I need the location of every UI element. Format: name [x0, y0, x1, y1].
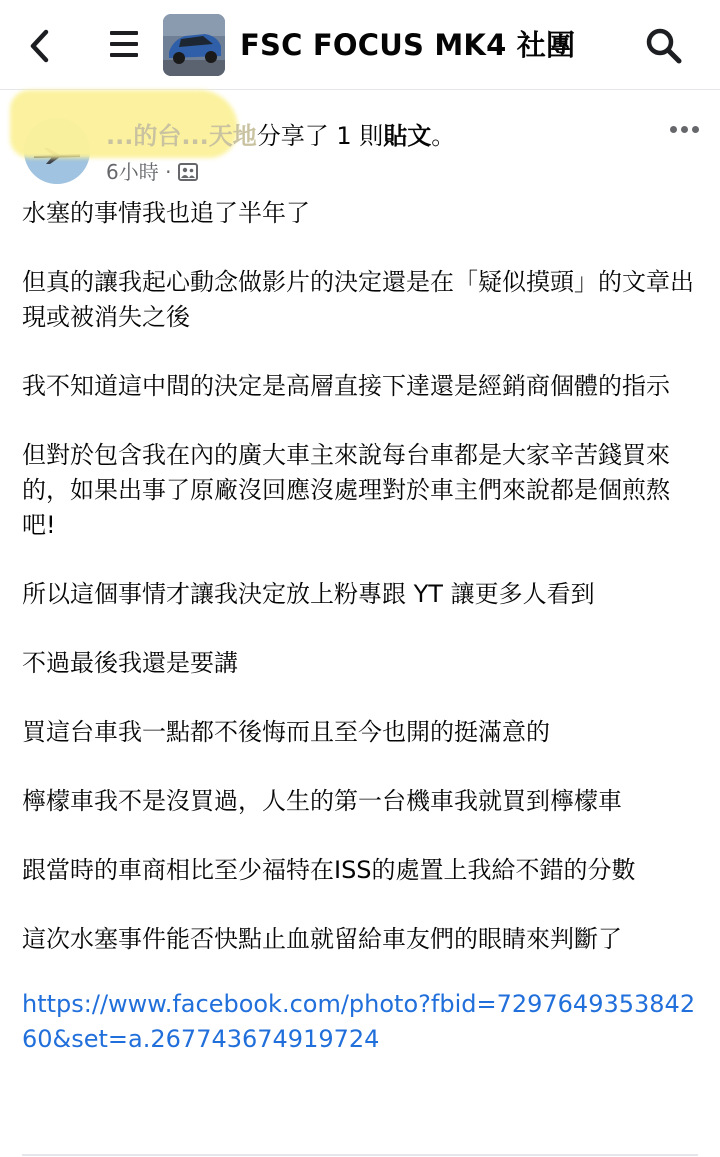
post-link[interactable]: https://www.facebook.com/photo?fbid=729764935384260&set=a.267743674919724: [22, 990, 696, 1053]
post-paragraph: 跟當時的車商相比至少福特在ISS的處置上我給不錯的分數: [22, 856, 636, 884]
post-paragraph: 不過最後我還是要講: [22, 649, 238, 677]
more-dots-icon-dot: [681, 126, 688, 133]
group-title[interactable]: FSC FOCUS MK4 社團: [240, 28, 576, 62]
post-paragraph: 檸檬車我不是沒買過，人生的第一台機車我就買到檸檬車: [22, 787, 622, 815]
share-verb: 分享了 1 則: [256, 122, 384, 150]
group-audience-icon: [178, 163, 198, 181]
meta-dot: ·: [165, 160, 172, 184]
search-button[interactable]: [644, 26, 684, 66]
hamburger-icon-bar: [110, 53, 138, 57]
menu-button[interactable]: [108, 28, 142, 62]
post-paragraph: 所以這個事情才讓我決定放上粉專跟 YT 讓更多人看到: [22, 580, 595, 608]
post-paragraph: 買這台車我一點都不後悔而且至今也開的挺滿意的: [22, 718, 550, 746]
back-button[interactable]: [24, 26, 58, 66]
chevron-left-icon: [24, 26, 58, 66]
post-paragraph: 我不知道這中間的決定是高層直接下達還是經銷商個體的指示: [22, 372, 670, 400]
post-time[interactable]: 6小時: [106, 160, 159, 184]
share-line: [106, 120, 455, 152]
post-meta: [106, 158, 198, 186]
car-photo-icon: [163, 14, 225, 76]
post-body: [22, 196, 698, 1057]
post-paragraph: 但真的讓我起心動念做影片的決定還是在「疑似摸頭」的文章出現或被消失之後: [22, 268, 694, 331]
post-word-link[interactable]: 貼文: [383, 122, 432, 150]
group-avatar[interactable]: [163, 14, 225, 76]
author-name[interactable]: ...的台...天地: [106, 122, 257, 150]
share-suffix: 。: [431, 122, 456, 150]
post-paragraph: 水塞的事情我也追了半年了: [22, 199, 310, 227]
hamburger-icon-bar: [110, 42, 138, 46]
post-header: [0, 90, 720, 190]
top-bar: [0, 0, 720, 90]
post-paragraph: 但對於包含我在內的廣大車主來說每台車都是大家辛苦錢買來的，如果出事了原廠沒回應沒處理對於車主們來說都是個煎熬吧!: [22, 441, 670, 539]
post-divider: [22, 1154, 698, 1156]
more-dots-icon-dot: [692, 126, 699, 133]
more-options-button[interactable]: [668, 120, 702, 140]
hamburger-icon: [110, 31, 138, 35]
search-icon: [644, 26, 684, 66]
more-dots-icon: [670, 126, 677, 133]
post-paragraph: 這次水塞事件能否快點止血就留給車友們的眼睛來判斷了: [22, 925, 622, 953]
